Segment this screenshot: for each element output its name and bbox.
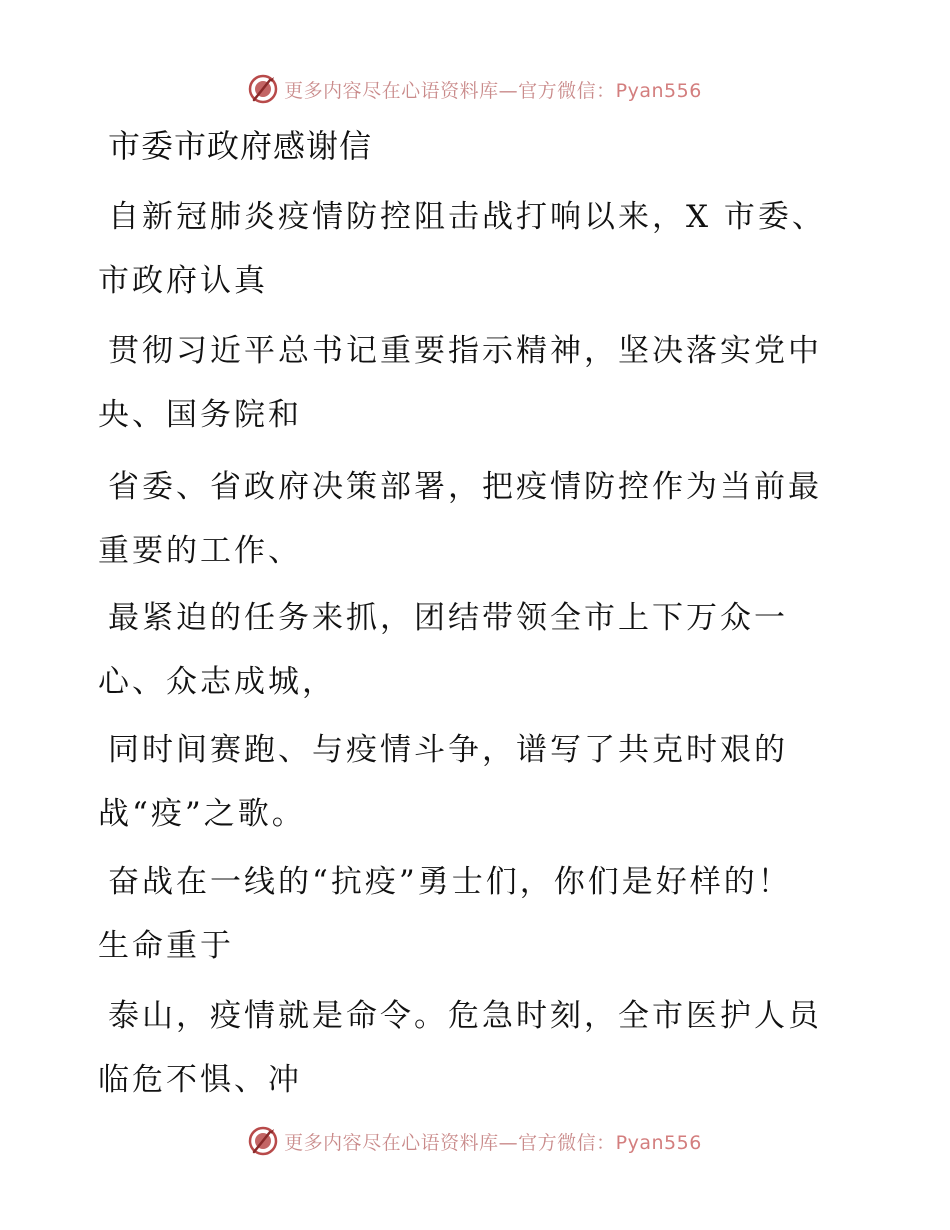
quill-seal-icon: [248, 74, 278, 104]
watermark-label: 更多内容尽在心语资料库—官方微信：: [284, 79, 616, 102]
paragraph-line: 最紧迫的任务来抓，团结带领全市上下万众一: [108, 600, 788, 636]
paragraph-line: 同时间赛跑、与疫情斗争，谱写了共克时艰的: [108, 732, 788, 768]
paragraph-6: [98, 862, 838, 966]
paragraph-line: 心、众志成城，: [98, 664, 336, 700]
watermark-wechat-id: Pyan556: [615, 79, 702, 102]
paragraph-2: [98, 331, 838, 435]
paragraph-line: 自新冠肺炎疫情防控阻击战打响以来，X 市委、: [108, 199, 826, 235]
watermark-text: [284, 76, 702, 103]
paragraph-line: 战“疫”之歌。: [98, 796, 306, 832]
paragraph-3: [98, 467, 838, 571]
paragraph-line: 省委、省政府决策部署，把疫情防控作为当前最: [108, 469, 822, 505]
footer-watermark: [0, 1124, 950, 1158]
paragraph-line: 泰山，疫情就是命令。危急时刻，全市医护人员: [108, 998, 822, 1034]
document-title: 市委市政府感谢信: [108, 127, 373, 165]
paragraph-line: 市政府认真: [98, 263, 268, 299]
paragraph-line: 贯彻习近平总书记重要指示精神，坚决落实党中: [108, 333, 822, 369]
paragraph-line: 临危不惧、冲: [98, 1062, 302, 1098]
paragraph-7: [98, 996, 838, 1100]
header-watermark: [0, 72, 950, 106]
paragraph-line: 生命重于: [98, 928, 234, 964]
paragraph-line: 重要的工作、: [98, 533, 302, 569]
watermark-label: 更多内容尽在心语资料库—官方微信：: [284, 1131, 616, 1154]
paragraph-line: 央、国务院和: [98, 397, 302, 433]
paragraph-line: 奋战在一线的“抗疫”勇士们，你们是好样的！: [108, 864, 792, 900]
paragraph-5: [98, 730, 838, 834]
paragraph-4: [98, 598, 838, 702]
watermark-text: [284, 1128, 702, 1155]
watermark-wechat-id: Pyan556: [615, 1131, 702, 1154]
quill-seal-icon: [248, 1126, 278, 1156]
paragraph-1: [98, 197, 838, 301]
